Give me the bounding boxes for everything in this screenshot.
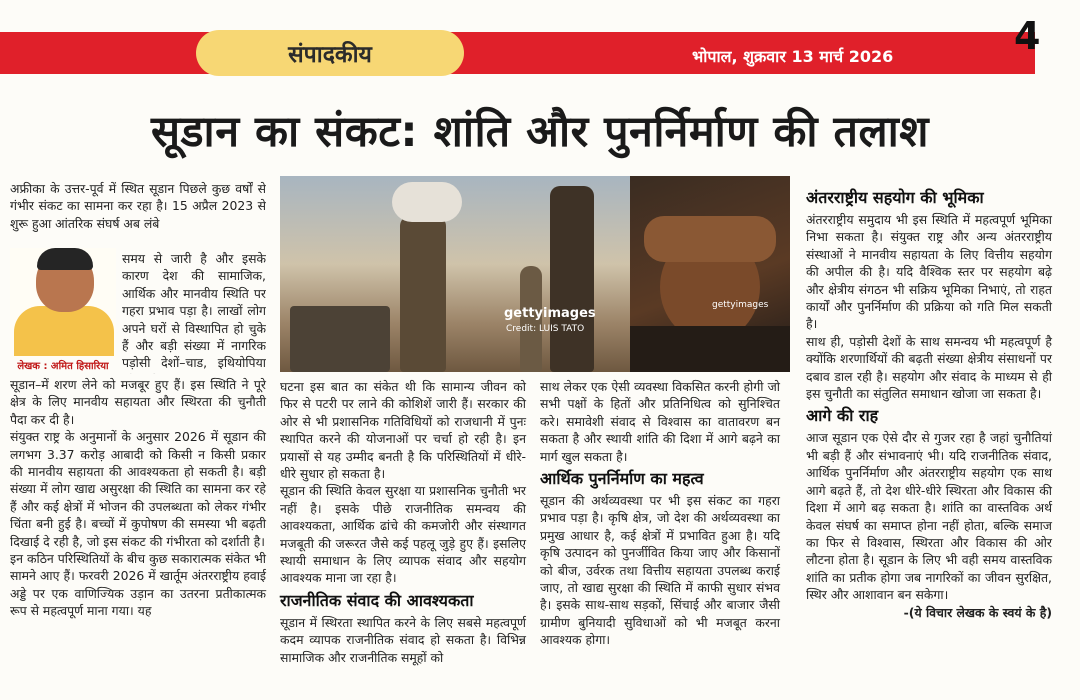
figure-bundle [392,182,462,222]
author-portrait-body [14,306,114,356]
paragraph-economy: सूडान की अर्थव्यवस्था पर भी इस संकट का गहरा प्रभाव पड़ा है। कृषि क्षेत्र, जो देश की अर्थव्यवस्था का प्रमुख आधार है, कई क्षेत्रों में प्रभावित हुआ है। यदि कृषि उत्पादन को पुनर्जीवित किया जाए और किसानों को बीज, उर्वरक तथा वित्तीय सहायता उपलब्ध कराई जाए, तो खाद्य सुरक्षा की स्थिति में काफी सुधार संभव है। इसके साथ-साथ सड़कों, सिंचाई और बाजार जैसी ग्रामीण बुनियादी सुविधाओं को भी मजबूत करना आवश्यक होगा। [540,493,780,648]
refugee-photo [280,176,630,372]
hands-shape [644,216,776,262]
column-3 [540,378,780,649]
article-headline: सूडान का संकट: शांति और पुनर्निर्माण की तलाश [150,107,930,157]
subheading-way-forward: आगे की राह [806,406,879,426]
crying-woman-photo [630,176,790,372]
author-portrait-hair [37,248,93,270]
figure-woman-1 [400,216,446,372]
column-1-wrap [122,250,266,374]
masthead [0,0,1080,92]
dateline: भोपाल, शुक्रवार 13 मार्च 2026 [692,47,894,66]
paragraph-un-estimates: संयुक्त राष्ट्र के अनुमानों के अनुसार 2026 में सूडान की लगभग 3.37 करोड़ आबादी को किसी न किसी प्रकार की मानवीय सहायता की आवश्यकता हो सकती है। बड़ी संख्या में लोग खाद्य असुरक्षा की स्थिति का सामना कर रहे हैं और कई क्षेत्रों में भोजन की उपलब्धता को लेकर गंभीर चिंता बनी हुई है। बच्चों में कुपोषण की समस्या भी बढ़ती दिखाई दे रही है, जो इस संकट की गंभीरता को दर्शाती है। [10,429,266,549]
watermark-main: gettyimages [504,306,596,321]
photo-credit: Credit: LUIS TATO [506,324,585,334]
page-number: 4 [1014,14,1041,58]
paragraph-way-forward: आज सूडान एक ऐसे दौर से गुजर रहा है जहां चुनौतियां भी बड़ी हैं और संभावनाएं भी। यदि राजनीतिक संवाद, आर्थिक पुनर्निर्माण और अंतरराष्ट्रीय सहयोग एक साथ आगे बढ़ते हैं, तो देश धीरे-धीरे स्थिरता और विकास की दिशा में आगे बढ़ सकता है। शांति का वास्तविक अर्थ केवल संघर्ष का समाप्त होना नहीं होता, बल्कि समाज का फिर से विश्वास, स्थिरता और विकास की ओर लौटना होता है। सूडान के लिए भी वही समय वास्तविक शांति का प्रतीक होगा जब नागरिकों का जीवन सुरक्षित, स्थिर और आशावान बन सकेगा। [806,430,1052,603]
author-disclaimer: -(ये विचार लेखक के स्वयं के है) [903,604,1052,620]
subheading-political-dialogue: राजनीतिक संवाद की आवश्यकता [280,590,474,610]
column-4 [806,184,1052,621]
column-1-body [10,376,266,620]
figure-woman-2 [550,186,594,372]
column-1-top [10,180,266,250]
watermark-side: gettyimages [712,300,769,310]
paragraph-challenges: सूडान की स्थिति केवल सुरक्षा या प्रशासनिक चुनौती भर नहीं है। इसके पीछे राजनीतिक समन्वय की आवश्यकता, आर्थिक ढांचे की कमजोरी और संस्थागत मजबूती की जरूरत जैसे कई पहलू जुड़े हुए हैं। इसलिए स्थायी समाधान के लिए व्यापक संवाद और सहयोग आवश्यक माना जा रहा है। [280,483,526,586]
section-label: संपादकीय [196,30,464,76]
paragraph-neighbours: साथ ही, पड़ोसी देशों के साथ समन्वय भी महत्वपूर्ण है क्योंकि शरणार्थियों की बढ़ती संख्या क्षेत्रीय संसाधनों पर दबाव डाल रही है। सहयोग और संवाद के माध्यम से ही इस चुनौती का संतुलित समाधान खोजा जा सकता है। [806,333,1052,402]
paragraph-political-dialogue: सूडान में स्थिरता स्थापित करने के लिए सबसे महत्वपूर्ण कदम व्यापक राजनीतिक संवाद हो सकता है। विभिन्न सामाजिक और राजनीतिक समूहों को [280,614,526,665]
intro-paragraph-top: अफ्रीका के उत्तर-पूर्व में स्थित सूडान पिछले कुछ वर्षों से गंभीर संकट का सामना कर रहा है। 15 अप्रैल 2023 से शुरू हुआ आंतरिक संघर्ष अब लंबे [10,181,266,231]
subheading-economic-reconstruction: आर्थिक पुनर्निर्माण का महत्व [540,469,704,489]
paragraph-positive-signs: इन कठिन परिस्थितियों के बीच कुछ सकारात्मक संकेत भी सामने आए हैं। फरवरी 2026 में खार्तूम अंतरराष्ट्रीय हवाई अड्डे पर एक वाणिज्यिक उड़ान का उतरना प्रतीकात्मक रूप से महत्वपूर्ण माना गया। यह [10,551,266,619]
intro-paragraph-wrap: समय से जारी है और इसके कारण देश की सामाजिक, आर्थिक और मानवीय स्थिति पर गहरा प्रभाव पड़ा है। लाखों लोग अपने घरों से विस्थापित हो चुके हैं और बड़ी संख्या में नागरिक पड़ोसी देशों–चाड, इथियोपिया [122,251,266,371]
paragraph-khartoum-event: घटना इस बात का संकेत थी कि सामान्य जीवन को फिर से पटरी पर लाने की कोशिशें जारी हैं। सरकार की ओर से भी प्रशासनिक गतिविधियों को राजधानी में पुनः स्थापित करने की योजनाओं पर चर्चा हो रही है। इन प्रयासों से यह उम्मीद बनती है कि परिस्थितियों में धीरे-धीरे सुधार हो सकता है। [280,379,526,482]
author-caption: लेखक : अमित हिसारिया [17,361,109,372]
subheading-international-cooperation: अंतरराष्ट्रीय सहयोग की भूमिका [806,188,984,207]
column-2 [280,378,526,666]
paragraph-international-community: अंतरराष्ट्रीय समुदाय भी इस स्थिति में महत्वपूर्ण भूमिका निभा सकता है। संयुक्त राष्ट्र और अन्य अंतरराष्ट्रीय संस्थाओं ने मानवीय सहायता के लिए वित्तीय सहयोग की अपील की है। यदि वैश्विक स्तर पर सहयोग बढ़े और क्षेत्रीय संगठन भी सक्रिय भूमिका निभाएं, तो राहत कार्यों और पुनर्निर्माण की प्रक्रिया को गति मिल सकती है। [806,212,1052,332]
figure-crowd [290,306,390,372]
intro-paragraph-end: सूडान–में शरण लेने को मजबूर हुए हैं। इस स्थिति ने पूरे क्षेत्र के लिए मानवीय सहायता और स्थिरता की चुनौती पैदा कर दी है। [10,377,266,427]
paragraph-inclusive-system: साथ लेकर एक ऐसी व्यवस्था विकसित करनी होगी जो सभी पक्षों के हितों और प्रतिनिधित्व को सुनिश्चित करे। समावेशी संवाद से विश्वास का वातावरण बन सकता है और स्थायी शांति की दिशा में आगे बढ़ने का मार्ग खुल सकता है। [540,379,780,464]
scarf-shape [630,326,790,372]
